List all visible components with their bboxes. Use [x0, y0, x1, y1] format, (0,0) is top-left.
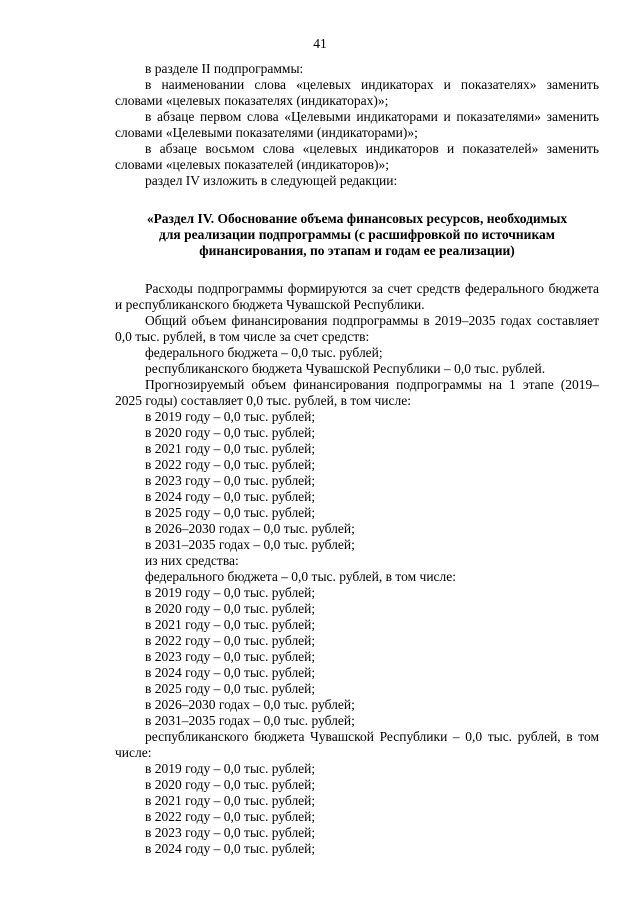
- list-item: в 2021 году – 0,0 тыс. рублей;: [145, 441, 316, 456]
- paragraph: в наименовании слова «целевых индикаторах и показателях» заменить словами «целевых показателях (индикаторах)»;: [115, 77, 599, 108]
- list-item: в 2023 году – 0,0 тыс. рублей;: [145, 649, 316, 664]
- list-item: в 2019 году – 0,0 тыс. рублей;: [145, 409, 316, 424]
- paragraph: раздел IV изложить в следующей редакции:: [145, 173, 398, 188]
- list-item: в 2026–2030 годах – 0,0 тыс. рублей;: [145, 521, 355, 536]
- list-item: в 2025 году – 0,0 тыс. рублей;: [145, 681, 316, 696]
- paragraph: республиканского бюджета Чувашской Республики – 0,0 тыс. рублей.: [145, 361, 546, 376]
- list-item: в 2024 году – 0,0 тыс. рублей;: [145, 665, 316, 680]
- paragraph: Общий объем финансирования подпрограммы в 2019–2035 годах составляет 0,0 тыс. рублей, в том числе за счет средств:: [115, 313, 599, 344]
- list-item: в 2026–2030 годах – 0,0 тыс. рублей;: [145, 697, 355, 712]
- list-item: в 2020 году – 0,0 тыс. рублей;: [145, 777, 316, 792]
- paragraph: республиканского бюджета Чувашской Республики – 0,0 тыс. рублей, в том числе:: [115, 729, 599, 760]
- list-item: в 2021 году – 0,0 тыс. рублей;: [145, 793, 316, 808]
- section-heading-line: «Раздел IV. Обоснование объема финансовых ресурсов, необходимых: [146, 211, 568, 226]
- paragraph: из них средства:: [145, 553, 239, 568]
- list-item: в 2024 году – 0,0 тыс. рублей;: [145, 841, 316, 856]
- page-number: 41: [313, 36, 327, 51]
- list-item: в 2020 году – 0,0 тыс. рублей;: [145, 425, 316, 440]
- section-heading-line: для реализации подпрограммы (с расшифровкой по источникам: [159, 227, 555, 242]
- section-heading: [115, 211, 599, 259]
- list-item: в 2022 году – 0,0 тыс. рублей;: [145, 633, 316, 648]
- section-heading-line: финансирования, по этапам и годам ее реализации): [199, 243, 515, 258]
- list-item: в 2020 году – 0,0 тыс. рублей;: [145, 601, 316, 616]
- list-item: в 2023 году – 0,0 тыс. рублей;: [145, 473, 316, 488]
- list-item: в 2021 году – 0,0 тыс. рублей;: [145, 617, 316, 632]
- list-item: в 2024 году – 0,0 тыс. рублей;: [145, 489, 316, 504]
- list-item: в 2022 году – 0,0 тыс. рублей;: [145, 809, 316, 824]
- list-item: в 2031–2035 годах – 0,0 тыс. рублей;: [145, 537, 355, 552]
- paragraph: федерального бюджета – 0,0 тыс. рублей;: [145, 345, 383, 360]
- list-item: в 2023 году – 0,0 тыс. рублей;: [145, 825, 316, 840]
- paragraph: в разделе II подпрограммы:: [145, 61, 304, 76]
- list-item: в 2022 году – 0,0 тыс. рублей;: [145, 457, 316, 472]
- list-item: в 2031–2035 годах – 0,0 тыс. рублей;: [145, 713, 355, 728]
- paragraph: Прогнозируемый объем финансирования подпрограммы на 1 этапе (2019–2025 годы) составляет 0,0 тыс. рублей, в том числе:: [115, 377, 599, 408]
- document-body: [115, 61, 599, 857]
- paragraph: Расходы подпрограммы формируются за счет средств федерального бюджета и республиканского бюджета Чувашской Республики.: [115, 281, 599, 312]
- list-item: в 2019 году – 0,0 тыс. рублей;: [145, 761, 316, 776]
- paragraph: в абзаце первом слова «Целевыми индикаторами и показателями» заменить словами «Целевыми показателями (индикаторами)»;: [115, 109, 599, 140]
- list-item: в 2025 году – 0,0 тыс. рублей;: [145, 505, 316, 520]
- paragraph: в абзаце восьмом слова «целевых индикаторов и показателей» заменить словами «целевых показателей (индикаторов)»;: [115, 141, 599, 172]
- list-item: в 2019 году – 0,0 тыс. рублей;: [145, 585, 316, 600]
- paragraph: федерального бюджета – 0,0 тыс. рублей, в том числе:: [145, 569, 457, 584]
